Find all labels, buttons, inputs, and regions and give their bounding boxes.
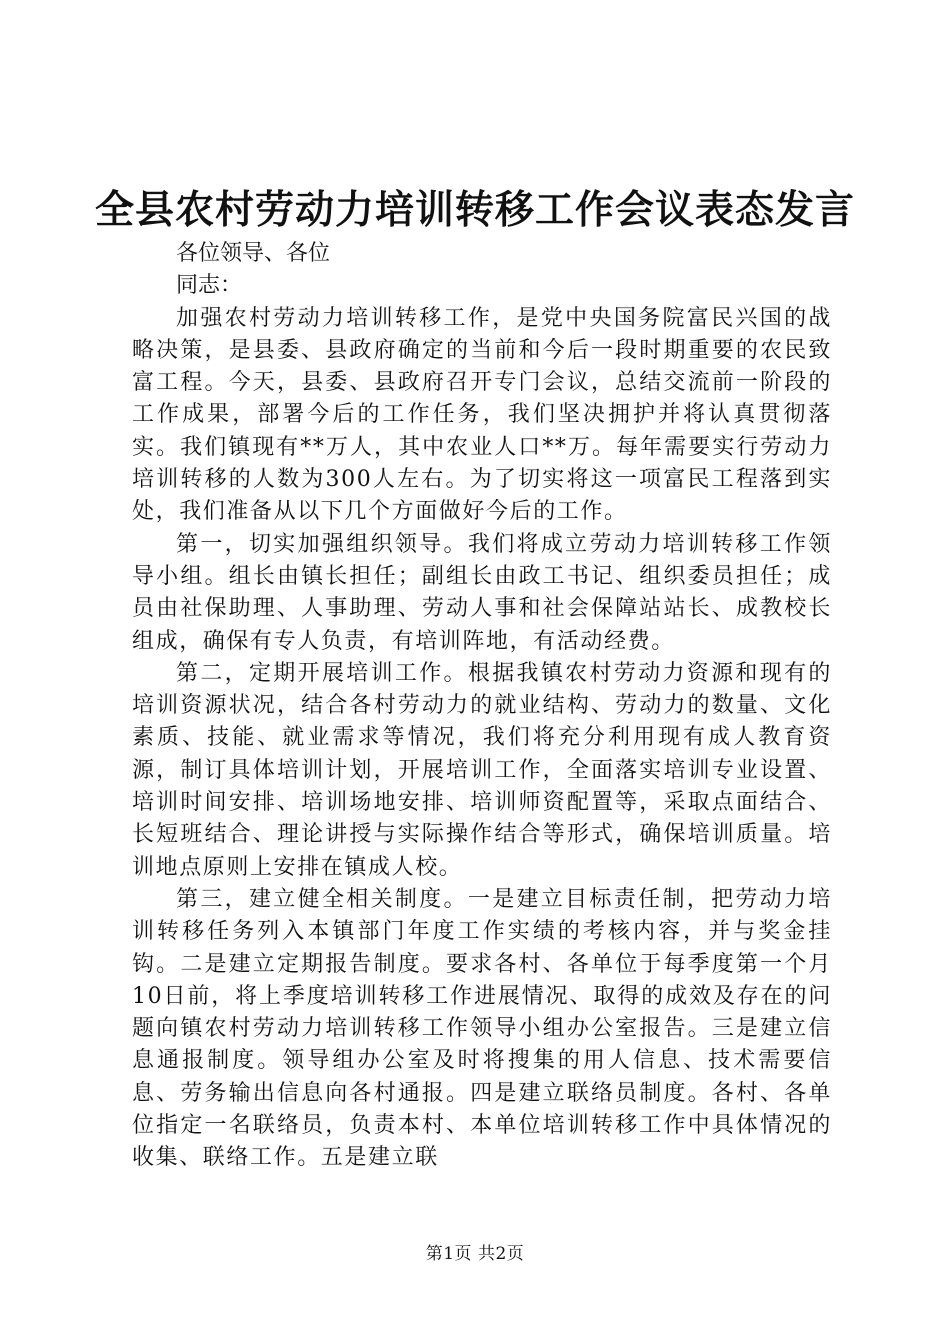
salutation-line-2: 同志：	[176, 273, 243, 299]
salutation-line-1: 各位领导、各位	[176, 241, 331, 266]
paragraph-intro: 加强农村劳动力培训转移工作，是党中央国务院富民兴国的战略决策，是县委、县政府确定的当前和今后一段时期重要的农民致富工程。今天，县委、县政府召开专门会议，总结交流前一阶段的工作成果，部署今后的工作任务，我们坚决拥护并将认真贯彻落实。我们镇现有**万人，其中农业人口**万。每年需要实行劳动力培训转移的人数为300人左右。为了切实将这一项富民工程落到实处，我们准备从以下几个方面做好今后的工作。	[132, 305, 832, 525]
paragraph-third: 第三，建立健全相关制度。一是建立目标责任制，把劳动力培训转移任务列入本镇部门年度工作实绩的考核内容，并与奖金挂钩。二是建立定期报告制度。要求各村、各单位于每季度第一个月10日前，将上季度培训转移工作进展情况、取得的成效及存在的问题向镇农村劳动力培训转移工作领导小组办公室报告。三是建立信息通报制度。领导组办公室及时将搜集的用人信息、技术需要信息、劳务输出信息向各村通报。四是建立联络员制度。各村、各单位指定一名联络员，负责本村、本单位培训转移工作中具体情况的收集、联络工作。五是建立联	[132, 886, 832, 1171]
paragraph-first: 第一，切实加强组织领导。我们将成立劳动力培训转移工作领导小组。组长由镇长担任；副组长由政工书记、组织委员担任；成员由社保助理、人事助理、劳动人事和社会保障站站长、成教校长组成，确保有专人负责，有培训阵地，有活动经费。	[132, 531, 832, 654]
document-body	[132, 238, 832, 1175]
page-number-footer: 第1页 共2页	[425, 1244, 525, 1264]
paragraph-second: 第二，定期开展培训工作。根据我镇农村劳动力资源和现有的培训资源状况，结合各村劳动力的就业结构、劳动力的数量、文化素质、技能、就业需求等情况，我们将充分利用现有成人教育资源，制订具体培训计划，开展培训工作，全面落实培训专业设置、培训时间安排、培训场地安排、培训师资配置等，采取点面结合、长短班结合、理论讲授与实际操作结合等形式，确保培训质量。培训地点原则上安排在镇成人校。	[132, 660, 832, 880]
document-title: 全县农村劳动力培训转移工作会议表态发言	[94, 187, 855, 233]
